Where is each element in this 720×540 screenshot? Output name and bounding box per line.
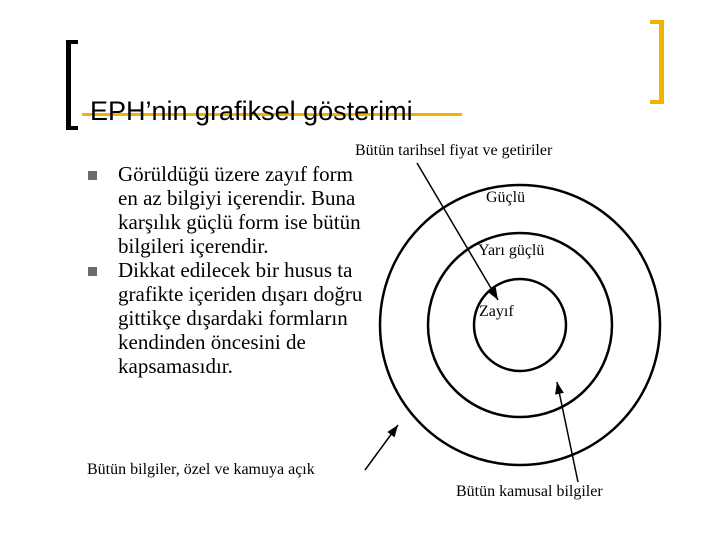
ring-label-semi-strong: Yarı güçlü bbox=[478, 242, 545, 259]
arrow-to-semi-strong bbox=[557, 382, 578, 482]
top-label: Bütün tarihsel fiyat ve getiriler bbox=[355, 142, 553, 159]
arrow-to-strong bbox=[365, 425, 398, 470]
slide-title: EPH’nin grafiksel gösterimi bbox=[90, 96, 413, 127]
bottom-left-label: Bütün bilgiler, özel ve kamuya açık bbox=[87, 461, 315, 478]
middle-circle bbox=[428, 233, 612, 417]
ring-label-weak: Zayıf bbox=[479, 303, 514, 320]
ring-label-strong: Güçlü bbox=[486, 189, 526, 206]
bullet-text: Görüldüğü üzere zayıf form en az bilgiyi içerendir. Buna karşılık güçlü form ise bütün bilgileri içerendir. bbox=[118, 162, 361, 258]
bullet-text: Dikkat edilecek bir husus ta grafikte içeriden dışarı doğru gittikçe dışardaki formların kendinden öncesini de kapsamasıdır. bbox=[118, 258, 363, 378]
inner-circle bbox=[474, 279, 566, 371]
outer-circle bbox=[380, 185, 660, 465]
arrow-to-weak bbox=[417, 163, 498, 300]
bottom-right-label: Bütün kamusal bilgiler bbox=[456, 483, 603, 500]
